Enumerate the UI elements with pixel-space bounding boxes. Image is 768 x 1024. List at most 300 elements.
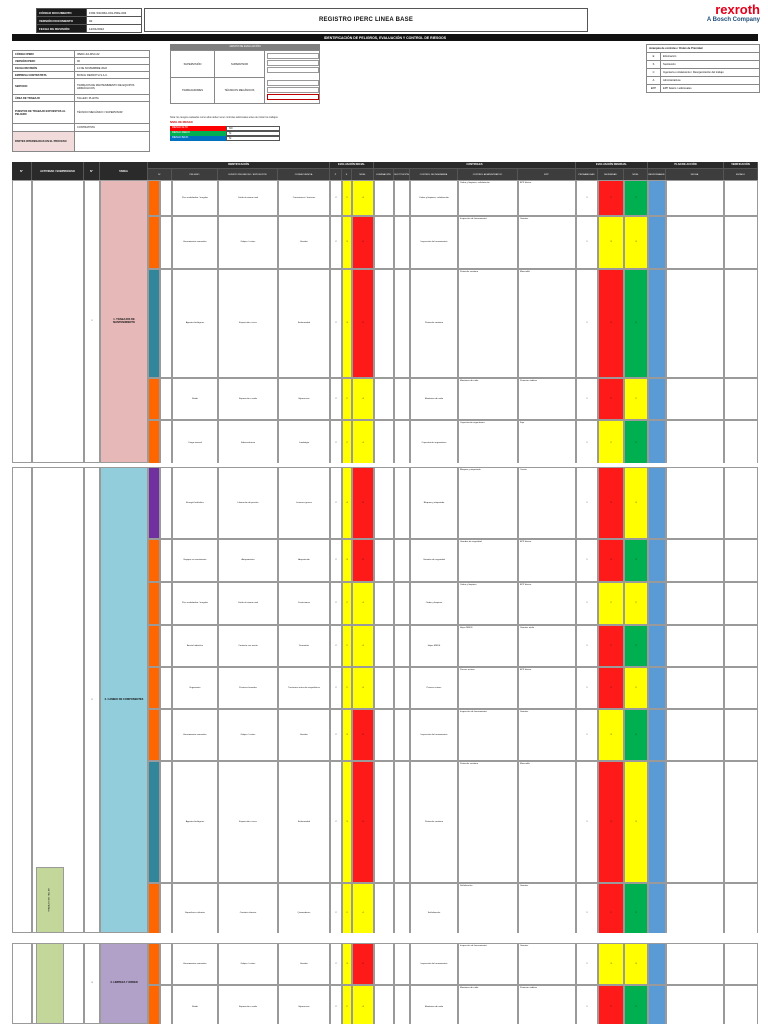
- evaluation-group-header: GRUPO DE EVALUACIÓN: [170, 44, 320, 50]
- form-row: [13, 58, 150, 65]
- form-row: [13, 132, 150, 152]
- hazard-subcode: [160, 985, 172, 1024]
- signature-box[interactable]: [267, 87, 319, 93]
- event-cell: Caída al mismo nivel: [218, 180, 278, 216]
- risk-swatch-high: RIESGO ALTO: [170, 126, 226, 131]
- task-activity: 2. CAMBIO DE COMPONENTES: [100, 467, 148, 933]
- residual-p: 1: [576, 467, 598, 539]
- epp-cell: Mascarilla: [518, 761, 576, 883]
- event-cell: Posturas forzadas: [218, 667, 278, 709]
- plan-date: [666, 378, 724, 420]
- document-title: REGISTRO IPERC LINEA BASE: [144, 8, 588, 32]
- plan-date: [666, 761, 724, 883]
- header-p: P: [330, 168, 342, 180]
- hazard-code: [148, 216, 160, 269]
- signature-box[interactable]: [267, 53, 319, 59]
- header-consecuencia: CONSECUENCIA: [278, 168, 330, 180]
- header-nivel: NIVEL: [352, 168, 374, 180]
- consequence-cell: Lesiones graves: [278, 467, 330, 539]
- evaluation-group-block: [170, 44, 320, 104]
- form-key: ÁREA DE TRABAJO: [13, 95, 75, 102]
- residual-s: 2: [598, 625, 624, 667]
- substitution-cell: [394, 539, 410, 582]
- residual-s: 3: [598, 761, 624, 883]
- substitution-cell: [394, 378, 410, 420]
- verification-cell: [724, 761, 758, 883]
- engineering-control: Inspección de herramientas: [410, 943, 458, 985]
- initial-p: 2: [330, 883, 342, 943]
- band-separator: [12, 933, 758, 943]
- header-plan: PLAN DE ACCIÓN: [648, 162, 724, 168]
- elimination-cell: [374, 467, 394, 539]
- residual-p: 1: [576, 943, 598, 985]
- legend-row: [647, 77, 760, 85]
- plan-date: [666, 180, 724, 216]
- initial-p: 2: [330, 709, 342, 761]
- epp-cell: Guantes: [518, 883, 576, 943]
- event-cell: Contacto con aceite: [218, 625, 278, 667]
- consequence-cell: Heridas: [278, 709, 330, 761]
- hazard-code: [148, 761, 160, 883]
- residual-level: 3: [624, 539, 648, 582]
- form-value: 12 DE NOVIEMBRE 2022: [75, 65, 150, 72]
- hazard-subcode: [160, 467, 172, 539]
- residual-s: 2: [598, 667, 624, 709]
- verification-cell: [724, 943, 758, 985]
- initial-level: 6: [352, 943, 374, 985]
- form-key: FECHA REVISIÓN: [13, 65, 75, 72]
- event-cell: Exposición a virus: [218, 761, 278, 883]
- plan-responsible: [648, 539, 666, 582]
- epp-cell: EPP básico: [518, 667, 576, 709]
- hazard-cell: Herramientas manuales: [172, 943, 218, 985]
- plan-date: [666, 269, 724, 378]
- legend-text: Sustitución: [661, 61, 760, 69]
- verification-cell: [724, 709, 758, 761]
- hazard-subcode: [160, 625, 172, 667]
- residual-level: 2: [624, 180, 648, 216]
- plan-responsible: [648, 985, 666, 1024]
- plan-responsible: [648, 467, 666, 539]
- residual-p: 1: [576, 420, 598, 467]
- activity-sidebar-strip: [36, 943, 64, 1024]
- consequence-cell: Trastornos músculo esqueléticos: [278, 667, 330, 709]
- workers-label: TRABAJADORES: [171, 77, 215, 103]
- epp-cell: Careta: [518, 467, 576, 539]
- evaluation-note: Nota: los riesgos evaluados como altos deben tener controles adicionales antes de iniciar los trabajos.: [170, 116, 279, 119]
- form-value: 00: [75, 58, 150, 65]
- hazard-cell: Herramientas manuales: [172, 216, 218, 269]
- header-eval-inicial: EVALUACIÓN INICIAL: [330, 162, 374, 168]
- engineering-control: Inspección de herramientas: [410, 216, 458, 269]
- signature-box[interactable]: [267, 67, 319, 73]
- plan-date: [666, 467, 724, 539]
- residual-p: 1: [576, 539, 598, 582]
- task-activity: 3. LIMPIEZA Y ORDEN: [100, 943, 148, 1024]
- verification-cell: [724, 625, 758, 667]
- initial-s: 3: [342, 216, 352, 269]
- admin-control: Hojas MSDS: [458, 625, 518, 667]
- consequence-cell: Lumbalgia: [278, 420, 330, 467]
- form-row: [13, 79, 150, 95]
- header-tarea: TAREA: [100, 162, 148, 180]
- plan-responsible: [648, 216, 666, 269]
- event-cell: Contacto térmico: [218, 883, 278, 943]
- epp-cell: EPP básico: [518, 582, 576, 625]
- signature-box[interactable]: [267, 60, 319, 66]
- hazard-subcode: [160, 269, 172, 378]
- form-row: [13, 65, 150, 72]
- supervision-label: SUPERVISIÓN: [171, 51, 215, 77]
- activity-sidebar: [32, 180, 84, 463]
- hazard-cell: Herramientas manuales: [172, 709, 218, 761]
- legend-letter: EPP: [647, 85, 661, 93]
- hazard-cell: Ruido: [172, 378, 218, 420]
- meta-row: [37, 9, 142, 17]
- engineering-control: Hojas MSDS: [410, 625, 458, 667]
- epp-cell: Protector auditivo: [518, 985, 576, 1024]
- initial-p: 2: [330, 985, 342, 1024]
- activity-sidebar: [32, 467, 84, 933]
- risk-swatch-low-value: SI: [226, 136, 280, 141]
- legend-row: [647, 85, 760, 93]
- event-cell: Golpes / cortes: [218, 943, 278, 985]
- residual-level: 2: [624, 883, 648, 943]
- hazard-subcode: [160, 420, 172, 467]
- initial-level: 8: [352, 467, 374, 539]
- form-key: EMPRESA CONTRATISTA: [13, 72, 75, 79]
- initial-s: 2: [342, 667, 352, 709]
- initial-s: 2: [342, 420, 352, 467]
- initial-s: 2: [342, 883, 352, 943]
- plan-date: [666, 709, 724, 761]
- engineering-control: Orden y limpieza, señalización: [410, 180, 458, 216]
- header-nivel-residual: NIVEL: [624, 168, 648, 180]
- residual-s: 3: [598, 216, 624, 269]
- residual-level: 3: [624, 709, 648, 761]
- form-value: IPERC-ZA-MSC-02: [75, 51, 150, 58]
- hazard-cell: Superficies calientes: [172, 883, 218, 943]
- substitution-cell: [394, 180, 410, 216]
- residual-level: 2: [624, 378, 648, 420]
- activity-index: 3: [84, 943, 100, 1024]
- risk-swatch-high-value: NO: [226, 126, 280, 131]
- consequence-cell: Heridas: [278, 216, 330, 269]
- consequence-cell: Amputación: [278, 539, 330, 582]
- header-severidad: SEVERIDAD: [598, 168, 624, 180]
- engineering-control: Monitoreo de ruido: [410, 378, 458, 420]
- risk-swatch-medium: RIESGO MEDIO: [170, 131, 226, 136]
- initial-s: 4: [342, 467, 352, 539]
- admin-control: Orden y limpieza, señalización: [458, 180, 518, 216]
- hazard-code: [148, 943, 160, 985]
- hazard-cell: Ergonomía: [172, 667, 218, 709]
- initial-level: 4: [352, 180, 374, 216]
- initial-level: 4: [352, 378, 374, 420]
- header-eval-residual: EVALUACIÓN RESIDUAL: [576, 162, 648, 168]
- header-eliminacion: ELIMINACIÓN: [374, 168, 394, 180]
- admin-control: Monitoreo de ruido: [458, 985, 518, 1024]
- hazard-code: [148, 269, 160, 378]
- initial-level: 4: [352, 667, 374, 709]
- epp-cell: Guantes nitrilo: [518, 625, 576, 667]
- meta-value: 12/01/2022: [87, 25, 142, 33]
- admin-control: Capacitación ergonómica: [458, 420, 518, 467]
- residual-level: 2: [624, 420, 648, 467]
- form-value: TALLER / PLANTA: [75, 95, 150, 102]
- plan-responsible: [648, 667, 666, 709]
- initial-level: 4: [352, 883, 374, 943]
- residual-level: 2: [624, 667, 648, 709]
- residual-level: 3: [624, 216, 648, 269]
- logo-wordmark: rexroth: [715, 2, 760, 17]
- plan-responsible: [648, 378, 666, 420]
- residual-level: 2: [624, 582, 648, 625]
- risk-swatch-medium-value: SI: [226, 131, 280, 136]
- event-cell: Caída al mismo nivel: [218, 582, 278, 625]
- engineering-control: Monitoreo de ruido: [410, 985, 458, 1024]
- consequence-cell: Contusiones: [278, 582, 330, 625]
- hazard-subcode: [160, 709, 172, 761]
- event-cell: Golpes / cortes: [218, 216, 278, 269]
- form-key: SERVICIO: [13, 79, 75, 95]
- form-value: [75, 132, 150, 152]
- form-key: VERSIÓN IPERC: [13, 58, 75, 65]
- hazard-code: [148, 667, 160, 709]
- form-row: [13, 72, 150, 79]
- consequence-cell: Contusiones / fracturas: [278, 180, 330, 216]
- activity-index: 2: [84, 467, 100, 933]
- legend-letter: A: [647, 77, 661, 85]
- initial-p: 2: [330, 269, 342, 378]
- plan-date: [666, 625, 724, 667]
- hazard-cell: Piso resbaladizo / irregular: [172, 180, 218, 216]
- initial-level: 6: [352, 709, 374, 761]
- meta-key: CÓDIGO DOCUMENTO: [37, 9, 87, 17]
- plan-responsible: [648, 943, 666, 985]
- band-number-col: [12, 180, 32, 463]
- elimination-cell: [374, 943, 394, 985]
- substitution-cell: [394, 709, 410, 761]
- initial-p: 2: [330, 216, 342, 269]
- admin-control: Inspección de herramientas: [458, 709, 518, 761]
- engineering-control: Protocolo sanitario: [410, 269, 458, 378]
- event-cell: Sobreesfuerzo: [218, 420, 278, 467]
- document-meta-table: [36, 8, 142, 33]
- form-value: CONTRATISTA: [75, 124, 150, 132]
- initial-s: 3: [342, 539, 352, 582]
- meta-row: [37, 17, 142, 25]
- hazard-code: [148, 539, 160, 582]
- epp-cell: EPP básico: [518, 180, 576, 216]
- verification-cell: [724, 378, 758, 420]
- hazard-subcode: [160, 943, 172, 985]
- plan-date: [666, 667, 724, 709]
- initial-s: 3: [342, 761, 352, 883]
- company-logo: [640, 2, 760, 32]
- initial-p: 2: [330, 761, 342, 883]
- signature-box[interactable]: [267, 80, 319, 86]
- legend-header: Jerarquía de controles / Orden de Prioridad: [647, 45, 760, 53]
- form-row: [13, 51, 150, 58]
- header-peligro: PELIGRO: [172, 168, 218, 180]
- admin-control: Pausas activas: [458, 667, 518, 709]
- header-evento: EVENTO PELIGROSO / EXPOSICIÓN: [218, 168, 278, 180]
- hazard-cell: Energía hidráulica: [172, 467, 218, 539]
- band-separator: [12, 463, 758, 467]
- form-info-table: [12, 50, 150, 152]
- header-administrativo: CONTROL ADMINISTRATIVO: [458, 168, 518, 180]
- residual-level: 2: [624, 985, 648, 1024]
- substitution-cell: [394, 667, 410, 709]
- initial-level: 6: [352, 539, 374, 582]
- hazard-cell: Piso resbaladizo / irregular: [172, 582, 218, 625]
- legend-letter: C: [647, 69, 661, 77]
- meta-row: [37, 25, 142, 33]
- band-number-col: [12, 943, 32, 1024]
- engineering-control: Pausas activas: [410, 667, 458, 709]
- elimination-cell: [374, 378, 394, 420]
- initial-level: 6: [352, 761, 374, 883]
- header-peligro-code: N°: [148, 168, 172, 180]
- evaluation-group-grid: [170, 50, 320, 104]
- epp-cell: EPP básico: [518, 539, 576, 582]
- hazard-cell: Carga manual: [172, 420, 218, 467]
- hazard-subcode: [160, 667, 172, 709]
- header-s: S: [342, 168, 352, 180]
- hazard-subcode: [160, 761, 172, 883]
- admin-control: Inspección de herramientas: [458, 216, 518, 269]
- activity-sidebar-strip: TRABAJOS EN TALLER: [36, 867, 64, 933]
- verification-cell: [724, 985, 758, 1024]
- initial-p: 2: [330, 467, 342, 539]
- legend-row: [647, 69, 760, 77]
- admin-control: Monitoreo de ruido: [458, 378, 518, 420]
- legend-text: EPP básico / adicionales: [661, 85, 760, 93]
- risk-swatch-low: RIESGO BAJO: [170, 136, 226, 141]
- verification-cell: [724, 216, 758, 269]
- form-value: TÉCNICO MECÁNICO / SUPERVISOR: [75, 102, 150, 124]
- hazard-cell: Agentes biológicos: [172, 269, 218, 378]
- consequence-cell: Quemaduras: [278, 883, 330, 943]
- signature-box[interactable]: [267, 94, 319, 100]
- plan-responsible: [648, 582, 666, 625]
- elimination-cell: [374, 761, 394, 883]
- residual-p: 1: [576, 985, 598, 1024]
- form-key: PUESTOS DE TRABAJO EXPUESTOS AL PELIGRO: [13, 102, 75, 124]
- header-probabilidad: PROBABILIDAD: [576, 168, 598, 180]
- verification-cell: [724, 667, 758, 709]
- legend-text: Administrativos: [661, 77, 760, 85]
- elimination-cell: [374, 667, 394, 709]
- verification-cell: [724, 467, 758, 539]
- engineering-control: Guardas de seguridad: [410, 539, 458, 582]
- initial-s: 3: [342, 269, 352, 378]
- substitution-cell: [394, 269, 410, 378]
- consequence-cell: Enfermedad: [278, 269, 330, 378]
- initial-level: 6: [352, 269, 374, 378]
- header-n: N°: [12, 162, 32, 180]
- epp-cell: Guantes: [518, 216, 576, 269]
- residual-p: 1: [576, 180, 598, 216]
- engineering-control: Capacitación ergonómica: [410, 420, 458, 467]
- legend-letter: S: [647, 61, 661, 69]
- plan-responsible: [648, 420, 666, 467]
- residual-p: 1: [576, 269, 598, 378]
- initial-level: 4: [352, 625, 374, 667]
- residual-p: 1: [576, 625, 598, 667]
- residual-p: 1: [576, 582, 598, 625]
- header-fecha: FECHA: [666, 168, 724, 180]
- residual-s: 3: [598, 709, 624, 761]
- form-key: [13, 124, 75, 132]
- hazard-code: [148, 378, 160, 420]
- form-key: CÓDIGO IPERC: [13, 51, 75, 58]
- initial-s: 3: [342, 943, 352, 985]
- legend-header-row: [647, 45, 760, 53]
- residual-level: 3: [624, 467, 648, 539]
- supervision-value: SUPERVISOR: [215, 51, 265, 77]
- legend-row: [647, 53, 760, 61]
- substitution-cell: [394, 761, 410, 883]
- verification-cell: [724, 582, 758, 625]
- elimination-cell: [374, 216, 394, 269]
- header-verificacion: VERIFICACIÓN: [724, 162, 758, 168]
- substitution-cell: [394, 467, 410, 539]
- meta-key: FECHA DE REVISIÓN: [37, 25, 87, 33]
- meta-value: 02: [87, 17, 142, 25]
- plan-date: [666, 420, 724, 467]
- initial-s: 2: [342, 582, 352, 625]
- substitution-cell: [394, 582, 410, 625]
- band-number-col: [12, 467, 32, 933]
- elimination-cell: [374, 269, 394, 378]
- initial-p: 2: [330, 625, 342, 667]
- header-n2: N°: [84, 162, 100, 180]
- admin-control: Inspección de herramientas: [458, 943, 518, 985]
- admin-control: Protocolo sanitario: [458, 761, 518, 883]
- initial-p: 2: [330, 539, 342, 582]
- hazard-cell: Aceite hidráulico: [172, 625, 218, 667]
- verification-cell: [724, 539, 758, 582]
- residual-p: 1: [576, 883, 598, 943]
- residual-level: 3: [624, 269, 648, 378]
- section-banner: IDENTIFICACIÓN DE PELIGROS, EVALUACIÓN Y CONTROL DE RIESGOS: [12, 34, 758, 41]
- hazard-code: [148, 582, 160, 625]
- residual-p: 1: [576, 709, 598, 761]
- workers-value: TÉCNICOS MECÁNICOS: [215, 77, 265, 103]
- legend-text: Ingeniería o Aislamiento / Reorganización del trabajo: [661, 69, 760, 77]
- plan-date: [666, 582, 724, 625]
- event-cell: Exposición a virus: [218, 269, 278, 378]
- residual-level: 3: [624, 761, 648, 883]
- hazard-code: [148, 180, 160, 216]
- hazard-code: [148, 709, 160, 761]
- engineering-control: Señalización: [410, 883, 458, 943]
- initial-s: 2: [342, 985, 352, 1024]
- initial-p: 2: [330, 667, 342, 709]
- initial-s: 3: [342, 709, 352, 761]
- engineering-control: Orden y limpieza: [410, 582, 458, 625]
- event-cell: Atrapamiento: [218, 539, 278, 582]
- consequence-cell: Dermatitis: [278, 625, 330, 667]
- plan-responsible: [648, 761, 666, 883]
- hazard-cell: Equipos en movimiento: [172, 539, 218, 582]
- substitution-cell: [394, 420, 410, 467]
- residual-s: 2: [598, 420, 624, 467]
- legend-row: [647, 61, 760, 69]
- elimination-cell: [374, 985, 394, 1024]
